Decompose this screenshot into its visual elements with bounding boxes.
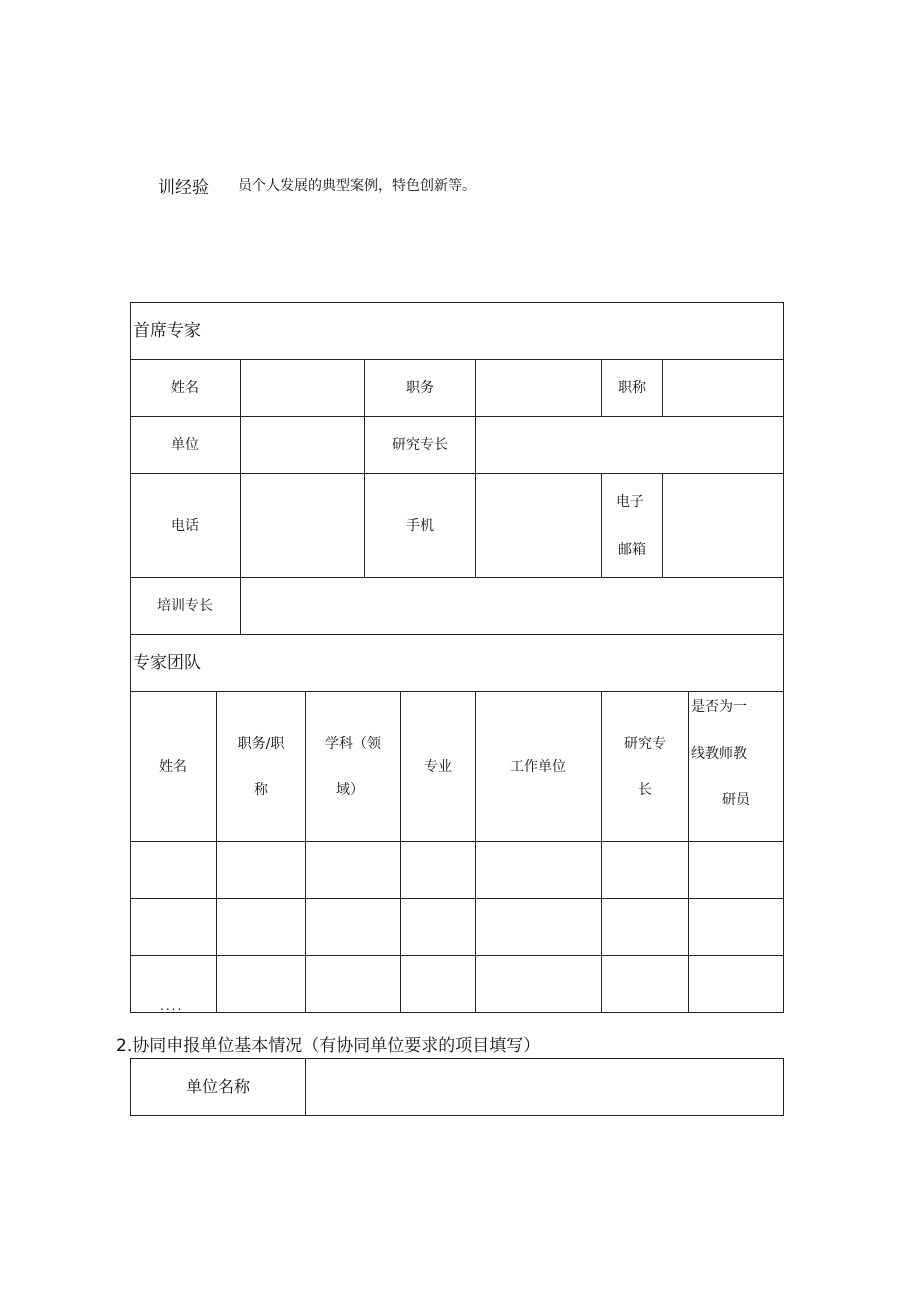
mobile-label: 手机 [406,518,434,534]
team-header-research-line2: 长 [638,782,652,798]
team-header-subject-line2: 域） [336,782,364,798]
fragment-text: 员个人发展的典型案例，特色创新等。 [238,178,476,194]
email-label-line2: 邮箱 [618,542,646,558]
team-header-major: 专业 [424,759,452,775]
team-header-frontline-line2: 线教师教 [691,746,747,762]
team-header-workplace: 工作单位 [510,759,566,775]
section2-heading: 2.协同申报单位基本情况（有协同单位要求的项目填写） [116,1036,541,1056]
team-header-subject-line1: 学科（领 [325,736,381,752]
unit-label: 单位 [171,437,199,453]
name-label: 姓名 [171,380,199,396]
rank-label: 职称 [618,380,646,396]
team-header-frontline-line1: 是否为一 [691,699,747,715]
team-header-research-line1: 研究专 [624,736,666,752]
training-specialty-label: 培训专长 [157,598,213,614]
team-header-frontline-line3: 研员 [722,792,750,808]
fragment-label: 训经验 [158,178,209,198]
team-header-position-line2: 称 [254,782,268,798]
team-ellipsis: .... [160,999,184,1013]
chief-expert-title: 首席专家 [133,321,201,341]
email-label-line1: 电子 [616,494,644,510]
position-label: 职务 [406,380,434,396]
unit-name-label: 单位名称 [185,1077,251,1096]
phone-label: 电话 [171,518,199,534]
team-header-name: 姓名 [159,759,187,775]
team-header-position-line1: 职务/职 [237,736,285,752]
expert-team-title: 专家团队 [133,653,201,673]
research-specialty-label: 研究专长 [392,437,448,453]
